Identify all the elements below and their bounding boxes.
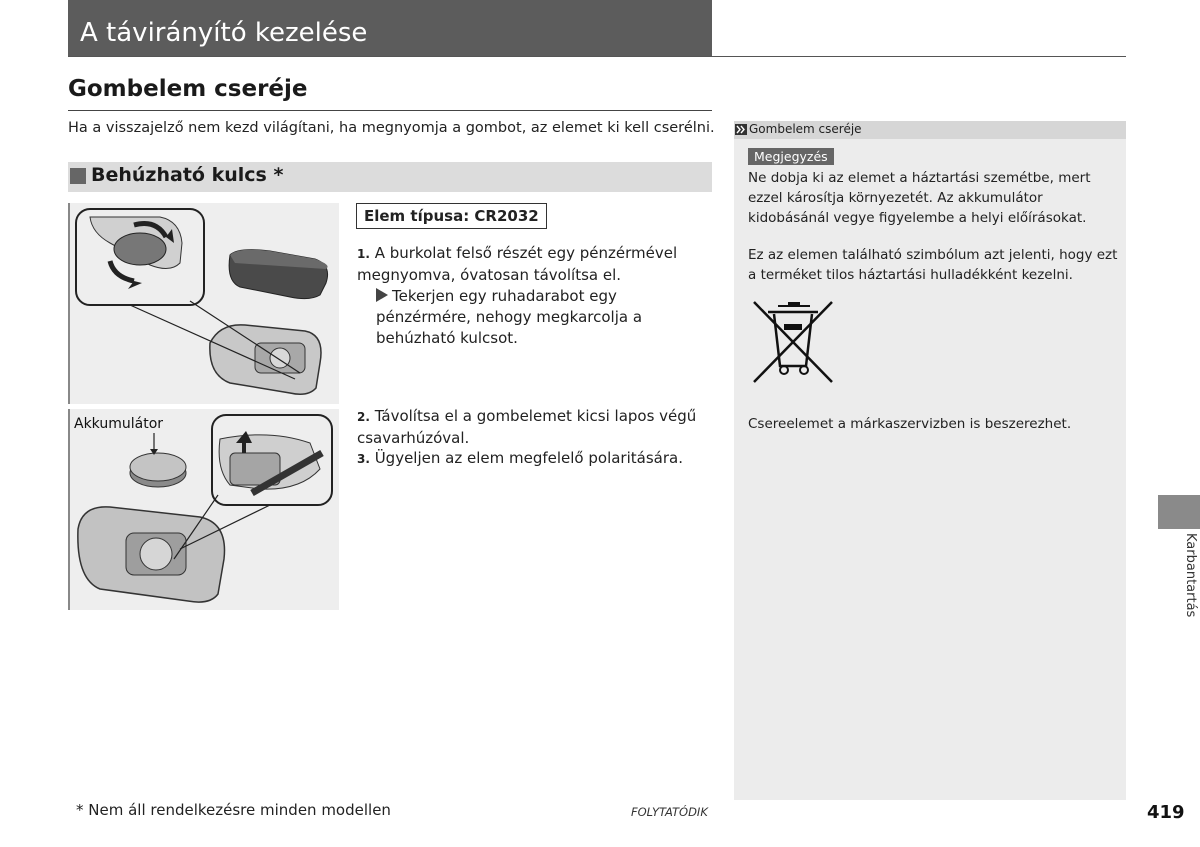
subsection-marker-icon — [70, 168, 86, 184]
figure-remove-battery — [68, 409, 339, 610]
note-text: Ne dobja ki az elemet a háztartási szemétbe, mert ezzel károsítja környezetét. Az akkumulátor kidobásánál vegye figyelembe a helyi előírásokat. — [748, 170, 1091, 226]
section-title: Gombelem cseréje — [68, 76, 308, 102]
step-2 — [357, 406, 717, 449]
subsection-title-text: Behúzható kulcs — [91, 164, 267, 186]
footnote: * Nem áll rendelkezésre minden modellen — [76, 801, 391, 819]
dealer-note: Csereelemet a márkaszervizben is beszerezhet. — [748, 416, 1072, 432]
chapter-tab — [1158, 495, 1200, 529]
continued-label: FOLYTATÓDIK — [631, 805, 708, 819]
subsection-asterisk: * — [273, 164, 284, 186]
section-divider — [68, 110, 712, 111]
note-badge: Megjegyzés — [748, 148, 834, 165]
step-number: 2. — [357, 410, 370, 424]
header-divider — [68, 56, 712, 57]
step-text: Távolítsa el a gombelemet kicsi lapos végű csavarhúzóval. — [357, 407, 697, 447]
step-note-text: Tekerjen egy ruhadarabot egy pénzérmére, nehogy megkarcolja a behúzható kulcsot. — [376, 287, 643, 347]
step-1-note — [376, 286, 716, 349]
symbol-explanation: Ez az elemen található szimbólum azt jelenti, hogy ezt a terméket tilos háztartási hulladékként kezelni. — [748, 247, 1118, 283]
arrow-right-icon — [376, 288, 388, 302]
subsection-title — [91, 164, 283, 186]
step-text: Ügyeljen az elem megfelelő polaritására. — [374, 449, 683, 467]
step-text: A burkolat felső részét egy pénzérmével megnyomva, óvatosan távolítsa el. — [357, 244, 678, 284]
step-number: 1. — [357, 247, 370, 261]
battery-type-box: Elem típusa: CR2032 — [356, 203, 547, 229]
battery-removal-illustration — [70, 409, 339, 610]
header-divider-right — [712, 56, 1126, 57]
step-1 — [357, 243, 717, 286]
key-cover-illustration — [70, 203, 339, 404]
page-title: A távirányító kezelése — [80, 18, 368, 48]
figure-label-battery: Akkumulátor — [74, 416, 164, 432]
side-note-title: Gombelem cseréje — [749, 122, 862, 136]
double-chevron-icon — [735, 124, 747, 135]
step-3 — [357, 448, 717, 470]
step-number: 3. — [357, 452, 370, 466]
chapter-tab-label: Karbantartás — [1183, 533, 1198, 618]
page-number: 419 — [1147, 802, 1185, 823]
section-intro: Ha a visszajelző nem kezd világítani, ha megnyomja a gombot, az elemet ki kell cserélni. — [68, 120, 715, 136]
figure-remove-cover — [68, 203, 339, 404]
crossed-out-bin-icon — [748, 296, 838, 388]
